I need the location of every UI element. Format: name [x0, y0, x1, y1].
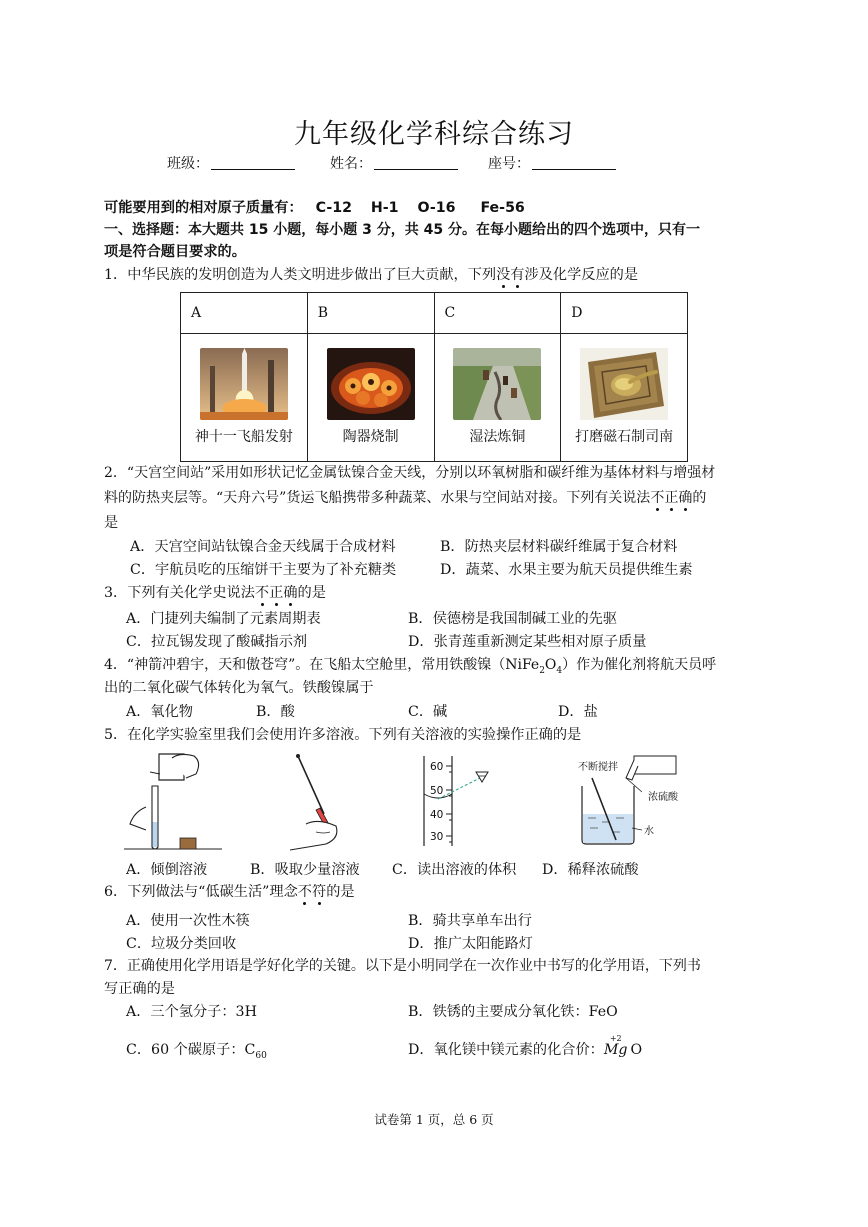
name-blank[interactable]: [374, 155, 458, 170]
q4-sub-4: 4: [556, 665, 563, 676]
q7-option-d-text: D．氧化镁中镁元素的化合价：: [408, 1042, 604, 1058]
q6-option-a[interactable]: A．使用一次性木筷: [126, 913, 250, 929]
q4-option-c[interactable]: C．碱: [408, 704, 448, 720]
section1-line1: 一、选择题：本大题共 15 小题，每小题 3 分，共 45 分。在每小题给出的四个选项中，只有一: [104, 222, 700, 238]
q5-option-d[interactable]: D．稀释浓硫酸: [542, 862, 639, 878]
atomic-masses: [104, 198, 764, 219]
q4-option-b[interactable]: B．酸: [256, 704, 295, 720]
q7-line1: 7．正确使用化学用语是学好化学的关键。以下是小明同学在一次作业中书写的化学用语，下列书: [104, 958, 701, 974]
q7-option-d-formula: [603, 1034, 643, 1061]
q2-option-c[interactable]: C．宇航员吃的压缩饼干主要为了补充糖类: [130, 562, 397, 578]
tick-40: 40: [430, 809, 444, 821]
seat-blank[interactable]: [532, 155, 616, 170]
q2-option-a[interactable]: A．天宫空间站钛镍合金天线属于合成材料: [130, 539, 396, 555]
q6-stem-b: 的是: [326, 884, 355, 900]
q1-caption-a: 神十一飞船发射: [194, 429, 293, 445]
q6-option-c[interactable]: C．垃圾分类回收: [126, 936, 237, 952]
q7-charge: +2: [609, 1034, 622, 1043]
wet-copper-smelting-image: [453, 348, 541, 420]
q2-emph-1: 不: [650, 490, 665, 506]
q1-emph-2: 有: [510, 267, 525, 283]
q7-line2: 写正确的是: [104, 981, 175, 997]
q3-stem: [104, 583, 764, 604]
q5-option-c[interactable]: C．读出溶液的体积: [392, 862, 517, 878]
tick-50: 50: [430, 785, 444, 797]
q3-option-a[interactable]: A．门捷列夫编制了元素周期表: [126, 611, 321, 627]
q4-option-d[interactable]: D．盐: [558, 704, 598, 720]
q5-stem: 5．在化学实验室里我们会使用许多溶液。下列有关溶液的实验操作正确的是: [104, 727, 582, 743]
q5-option-a[interactable]: A．倾倒溶液: [126, 862, 208, 878]
page-footer: 试卷第 1 页，总 6 页: [374, 1112, 494, 1127]
q6-emph-2: 符: [312, 884, 327, 900]
seat-label: 座号：: [488, 156, 530, 172]
q7-o: O: [630, 1042, 643, 1058]
q6-stem-a: 6．下列做法与“低碳生活”理念: [104, 884, 298, 900]
q7-option-c-sub: 60: [255, 1050, 267, 1061]
q1-cell-b[interactable]: [307, 334, 434, 462]
q7-option-c-text: C．60 个碳原子：C: [126, 1042, 256, 1058]
class-blank[interactable]: [211, 155, 295, 170]
q1-stem: [104, 265, 764, 286]
q1-header-d[interactable]: D: [561, 293, 688, 334]
atomic-c: C-12: [315, 200, 352, 216]
q4-option-a[interactable]: A．氧化物: [126, 704, 193, 720]
q1-header-a[interactable]: A: [181, 293, 308, 334]
q3-option-d[interactable]: D．张青莲重新测定某些相对原子质量: [408, 634, 647, 650]
name-field[interactable]: [330, 153, 458, 173]
q3-emph-2: 正: [269, 585, 284, 601]
q2-line2-a: 料的防热夹层等。“天舟六号”货运飞船携带多种蔬菜、水果与空间站对接。下列有关说法: [104, 490, 651, 506]
q6-emph-1: 不: [297, 884, 312, 900]
dropper-figure: [276, 752, 356, 852]
q4-sub-2: 2: [539, 665, 545, 676]
q1-emph-1: 没: [496, 267, 511, 283]
q3-stem-b: 的是: [297, 585, 326, 601]
q1-stem-a: 1．中华民族的发明创造为人类文明进步做出了巨大贡献，下列: [104, 267, 497, 283]
acid-label: 浓硫酸: [648, 792, 678, 803]
q1-cell-d[interactable]: [561, 334, 688, 462]
q4-line1-a: 4．“神箭冲碧宇，天和傲苍穹”。在飞船太空舱里，常用铁酸镍（NiFe: [104, 657, 540, 673]
q6-option-d[interactable]: D．推广太阳能路灯: [408, 936, 533, 952]
q2-option-d[interactable]: D．蔬菜、水果主要为航天员提供维生素: [440, 562, 693, 578]
graduated-cylinder-figure: [420, 756, 510, 852]
pouring-solution-figure: [124, 752, 224, 852]
water-label: 水: [644, 826, 654, 837]
q3-emph-1: 不: [254, 585, 270, 601]
q4-line1-b: ）作为催化剂将航天员呼: [562, 657, 717, 673]
q4-line2: 出的二氧化碳气体转化为氧气。铁酸镍属于: [104, 680, 374, 696]
q7-mg: Mg: [603, 1042, 628, 1058]
atomic-fe: Fe-56: [480, 200, 525, 216]
q1-options-table: [180, 292, 688, 462]
dilute-acid-figure: [572, 752, 712, 852]
class-field[interactable]: [167, 153, 295, 173]
atomic-h: H-1: [370, 200, 399, 216]
rocket-launch-image: [200, 348, 288, 420]
q1-cell-c[interactable]: [434, 334, 561, 462]
q1-caption-d: 打磨磁石制司南: [575, 429, 674, 445]
q1-cell-a[interactable]: [181, 334, 308, 462]
q1-caption-c: 湿法炼铜: [469, 429, 526, 445]
seat-field[interactable]: [488, 153, 616, 173]
name-label: 姓名：: [330, 156, 372, 172]
q6-stem: [104, 882, 764, 903]
tick-30: 30: [430, 831, 444, 843]
q3-stem-a: 3．下列有关化学史说法: [104, 585, 255, 601]
q7-option-b[interactable]: B．铁锈的主要成分氧化铁：FeO: [408, 1004, 618, 1020]
atomic-o: O-16: [417, 200, 456, 216]
q2-emph-3: 确: [678, 490, 693, 506]
q7-option-a[interactable]: A．三个氢分子：3H: [126, 1004, 257, 1020]
q1-header-c[interactable]: C: [434, 293, 561, 334]
compass-sinan-image: [580, 348, 668, 420]
q1-header-b[interactable]: B: [307, 293, 434, 334]
q4-o: O: [544, 657, 557, 673]
q3-emph-3: 确: [283, 585, 298, 601]
q2-line1: 2．“天宫空间站”采用如形状记忆金属钛镍合金天线，分别以环氧树脂和碳纤维为基体材料与增强材: [104, 465, 716, 481]
q2-line2: [104, 488, 764, 509]
q2-line2-b: 的: [692, 490, 707, 506]
page-title: 九年级化学科综合练习: [294, 119, 574, 150]
atomic-masses-label: 可能要用到的相对原子质量有：: [104, 200, 303, 216]
q7-option-d[interactable]: [408, 1034, 643, 1061]
pottery-kiln-image: [327, 348, 415, 420]
section1-line2: 项是符合题目要求的。: [104, 244, 246, 260]
q3-option-c[interactable]: C．拉瓦锡发现了酸碱指示剂: [126, 634, 308, 650]
q2-line3: 是: [104, 515, 119, 531]
q5-option-b[interactable]: B．吸取少量溶液: [250, 862, 360, 878]
q1-stem-b: 涉及化学反应的是: [524, 267, 639, 283]
class-label: 班级：: [167, 156, 209, 172]
q2-option-b[interactable]: B．防热夹层材料碳纤维属于复合材料: [440, 539, 678, 555]
q2-emph-2: 正: [664, 490, 679, 506]
tick-60: 60: [430, 761, 444, 773]
q6-option-b[interactable]: B．骑共享单车出行: [408, 913, 532, 929]
stir-label: 不断搅拌: [578, 762, 618, 773]
q1-caption-b: 陶器烧制: [342, 429, 399, 445]
q7-option-c[interactable]: [126, 1040, 267, 1067]
q3-option-b[interactable]: B．侯德榜是我国制碱工业的先驱: [408, 611, 618, 627]
